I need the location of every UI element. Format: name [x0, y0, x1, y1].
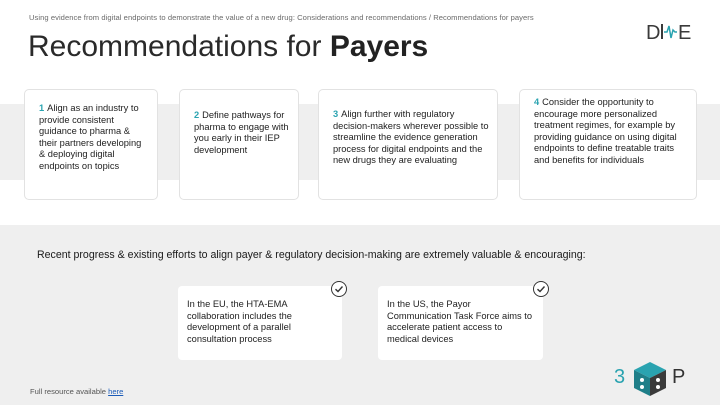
example-text: In the EU, the HTA-EMA collaboration includes the development of a parallel consultation process	[187, 299, 292, 344]
footer-note	[30, 387, 123, 396]
page-title	[28, 28, 428, 66]
footer-prefix: Full resource available	[30, 387, 109, 396]
check-icon	[533, 281, 549, 297]
recommendation-text: Consider the opportunity to encourage more personalized treatment regimes, for example by providing guidance on using digital endpoints to define treatable traits and benefits for individuals	[534, 97, 677, 165]
title-regular: Recommendations for	[28, 30, 330, 63]
recommendation-card-2	[179, 89, 299, 200]
progress-statement: Recent progress & existing efforts to align payer & regulatory decision-making are extremely valuable & encouraging:	[37, 249, 586, 261]
resource-link[interactable]: here	[108, 387, 124, 396]
check-icon	[331, 281, 347, 297]
svg-text:D: D	[646, 22, 662, 42]
breadcrumb: Using evidence from digital endpoints to demonstrate the value of a new drug: Considerations and recommendations / Recommendations for payers	[29, 13, 534, 22]
3p-logo	[612, 360, 688, 398]
recommendation-number: 4	[534, 97, 540, 107]
example-card-us	[378, 286, 543, 360]
recommendation-number: 2	[194, 110, 200, 120]
example-text: In the US, the Payor Communication Task Force aims to accelerate patient access to medical devices	[387, 299, 533, 344]
recommendation-card-1	[24, 89, 158, 200]
recommendation-card-3	[318, 89, 498, 200]
logo-3p-right: P	[672, 366, 686, 388]
recommendation-number: 1	[39, 103, 45, 113]
logo-3p-left: 3	[614, 366, 626, 388]
recommendation-text: Define pathways for pharma to engage with you early in their IEP development	[194, 110, 289, 155]
cube-icon	[631, 360, 669, 398]
recommendation-text: Align further with regulatory decision-makers wherever possible to streamline the evidence generation process for digital endpoints and the new drugs they are evaluating	[333, 109, 489, 166]
recommendation-number: 3	[333, 109, 339, 119]
dime-logo	[646, 20, 698, 42]
svg-text:E: E	[678, 22, 692, 42]
title-bold: Payers	[329, 30, 429, 63]
recommendation-text: Align as an industry to provide consistent guidance to pharma & their partners developing & deploying digital endpoints on topics	[39, 103, 142, 171]
example-card-eu	[178, 286, 342, 360]
recommendation-card-4	[519, 89, 697, 200]
